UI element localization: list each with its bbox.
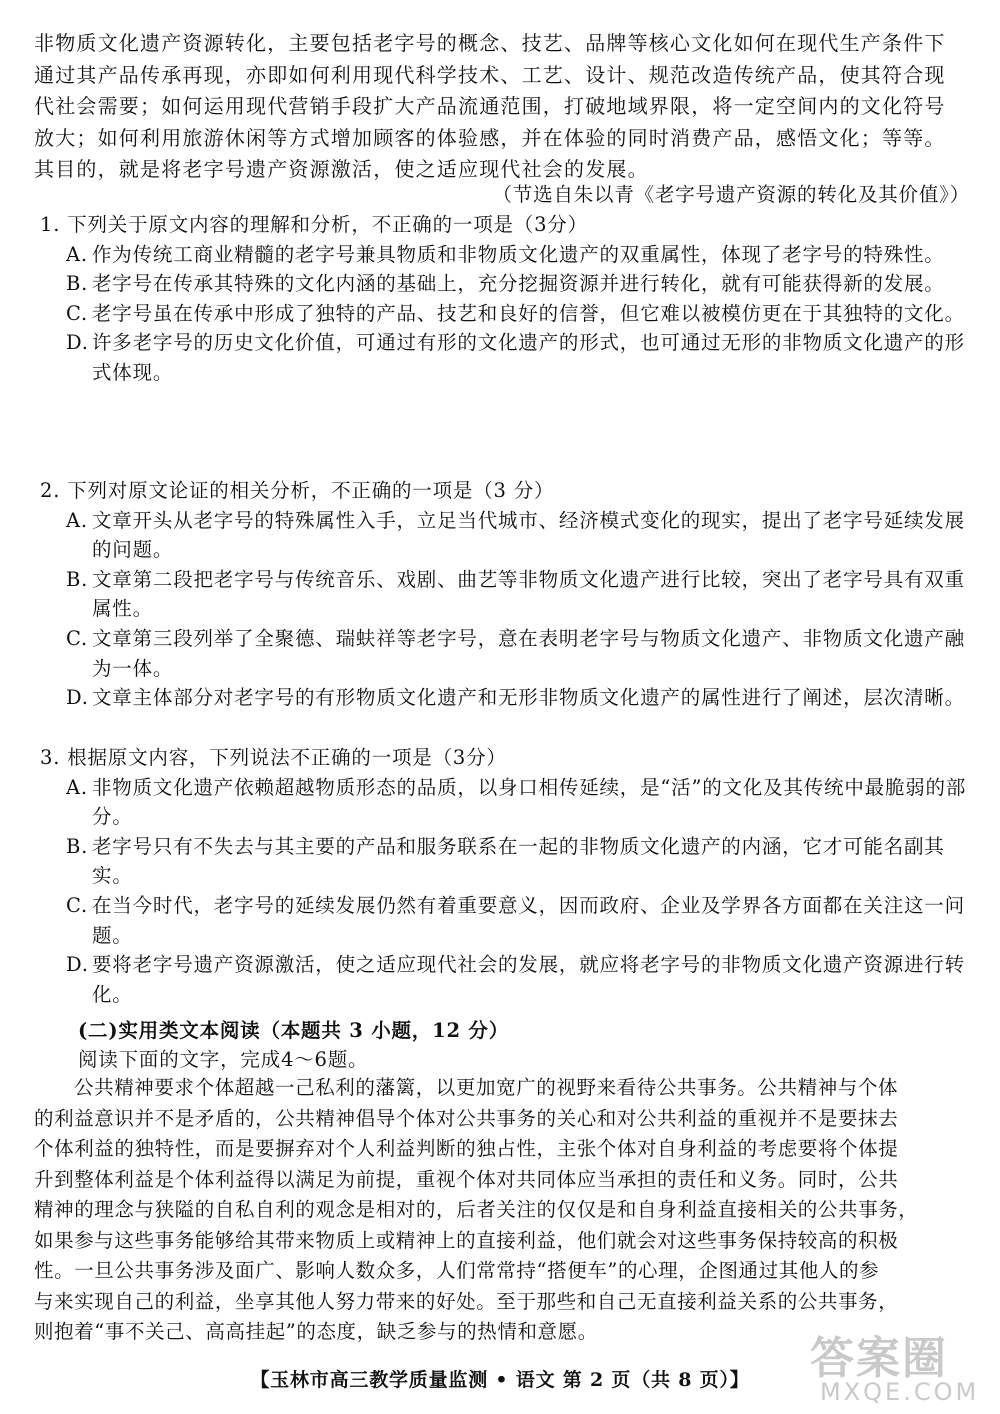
question-stem: 1. 下列关于原文内容的理解和分析，不正确的一项是（3分） <box>40 213 588 236</box>
option-text: 非物质文化遗产依赖超越物质形态的品质，以身口相传延续，是“活”的文化及其传统中最脆弱的部分。 <box>92 775 967 829</box>
passage-1 <box>34 28 974 186</box>
option-c <box>40 891 970 950</box>
passage-2-line: 与来实现自己的利益，坐享其他人努力带来的好处。至于那些和自己无直接利益关系的公共事务， <box>34 1289 899 1313</box>
passage-2-line: 公共精神要求个体超越一己私利的藩篱，以更加宽广的视野来看待公共事务。公共精神与个体 <box>74 1076 899 1099</box>
option-label: B. <box>66 834 89 858</box>
question-3 <box>40 743 970 1009</box>
passage-2-line: 升到整体利益是个体利益得以满足为前提，重视个体对共同体应当承担的责任和义务。同时，公共 <box>34 1167 899 1191</box>
option-text: 老字号虽在传承中形成了独特的产品、技艺和良好的信誉，但它难以被模仿更在于其独特的文化。 <box>92 301 965 325</box>
option-label: D. <box>66 331 89 355</box>
option-label: B. <box>66 272 89 296</box>
passage-2-line: 的利益意识并不是矛盾的，公共精神倡导个体对公共事务的关心和对公共利益的重视并不是要抹去 <box>34 1106 899 1130</box>
page-footer: 【玉林市高三教学质量监测 • 语文 第 2 页（共 8 页）】 <box>250 1369 750 1391</box>
option-label: D. <box>66 686 89 710</box>
option-d <box>40 683 970 713</box>
option-label: D. <box>66 953 89 977</box>
option-text: 在当今时代，老字号的延续发展仍然有着重要意义，因而政府、企业及学界各方面都在关注这一问题。 <box>92 893 965 947</box>
watermark-url: MXQE.COM <box>820 1378 980 1406</box>
option-label: C. <box>66 626 89 650</box>
question-stem: 3. 根据原文内容，下列说法不正确的一项是（3分） <box>40 746 507 769</box>
section-instruction: 阅读下面的文字，完成4～6题。 <box>78 1048 369 1071</box>
option-text: 老字号在传承其特殊的文化内涵的基础上，充分挖掘资源并进行转化，就有可能获得新的发展。 <box>92 272 945 296</box>
option-b <box>40 832 970 891</box>
passage-2-line: 精神的理念与狭隘的自私自利的观念是相对的，后者关注的仅仅是和自身利益直接相关的公共事务， <box>34 1198 919 1221</box>
option-text: 许多老字号的历史文化价值，可通过有形的文化遗产的形式，也可通过无形的非物质文化遗产的形式体现。 <box>92 331 965 384</box>
passage-2-line: 性。一旦公共事务涉及面广、影响人数众多，人们常常持“搭便车”的心理，企图通过其他人的参 <box>34 1259 880 1282</box>
option-label: A. <box>66 775 88 799</box>
option-text: 老字号只有不失去与其主要的产品和服务联系在一起的非物质文化遗产的内涵，它才可能名副其实。 <box>92 834 945 888</box>
passage-source: （节选自朱以青《老字号遗产资源的转化及其价值》） <box>492 183 970 206</box>
passage-2 <box>34 1073 974 1348</box>
passage-1-line: 代社会需要；如何运用现代营销手段扩大产品流通范围，打破地域界限，将一定空间内的文化符号 <box>34 94 946 119</box>
option-text: 作为传统工商业精髓的老字号兼具物质和非物质文化遗产的双重属性，体现了老字号的特殊性。 <box>92 242 945 266</box>
passage-1-line: 通过其产品传承再现，亦即如何利用现代科学技术、工艺、设计、规范改造传统产品，使其符合现 <box>34 62 946 87</box>
passage-1-line: 其目的，就是将老字号遗产资源激活，使之适应现代社会的发展。 <box>34 157 649 182</box>
question-1 <box>40 210 970 388</box>
passage-2-line: 则抱着“事不关己、高高挂起”的态度，缺乏参与的热情和意愿。 <box>34 1320 598 1343</box>
option-text: 文章第二段把老字号与传统音乐、戏剧、曲艺等非物质文化遗产进行比较，突出了老字号具有双重属性。 <box>92 567 965 621</box>
watermark-logo <box>810 1322 990 1408</box>
option-label: A. <box>66 508 88 532</box>
option-label: C. <box>66 301 89 325</box>
passage-1-line: 非物质文化遗产资源转化，主要包括老字号的概念、技艺、品牌等核心文化如何在现代生产条件下 <box>34 31 946 55</box>
option-label: B. <box>66 567 89 591</box>
passage-2-line: 个体利益的独特性，而是要摒弃对个人利益判断的独占性，主张个体对自身利益的考虑要将个体提 <box>34 1137 899 1160</box>
option-a <box>40 240 970 270</box>
question-stem: 2. 下列对原文论证的相关分析，不正确的一项是（3 分） <box>40 479 555 502</box>
option-c <box>40 624 970 683</box>
option-text: 要将老字号遗产资源激活，使之适应现代社会的发展，就应将老字号的非物质文化遗产资源进行转化。 <box>92 953 965 1006</box>
option-a <box>40 773 970 832</box>
option-d <box>40 328 970 387</box>
option-a <box>40 506 970 565</box>
option-label: A. <box>66 242 88 266</box>
question-2 <box>40 476 970 713</box>
passage-1-line: 放大；如何利用旅游休闲等方式增加顾客的体验感，并在体验的同时消费产品，感悟文化；等等。 <box>34 125 946 150</box>
option-label: C. <box>66 893 89 917</box>
option-b <box>40 565 970 624</box>
section-heading: (二)实用类文本阅读（本题共 3 小题，12 分） <box>78 1019 510 1042</box>
passage-2-line: 如果参与这些事务能够给其带来物质上或精神上的直接利益，他们就会对这些事务保持较高的积极 <box>34 1228 899 1252</box>
option-c <box>40 299 970 329</box>
watermark-text: 答案圈 <box>810 1333 948 1384</box>
option-text: 文章第三段列举了全聚德、瑞蚨祥等老字号，意在表明老字号与物质文化遗产、非物质文化遗产融为一体。 <box>92 626 965 680</box>
option-text: 文章主体部分对老字号的有形物质文化遗产和无形非物质文化遗产的属性进行了阐述，层次清晰。 <box>92 686 965 710</box>
option-text: 文章开头从老字号的特殊属性入手，立足当代城市、经济模式变化的现实，提出了老字号延续发展的问题。 <box>92 508 965 562</box>
option-b <box>40 269 970 299</box>
option-d <box>40 950 970 1009</box>
